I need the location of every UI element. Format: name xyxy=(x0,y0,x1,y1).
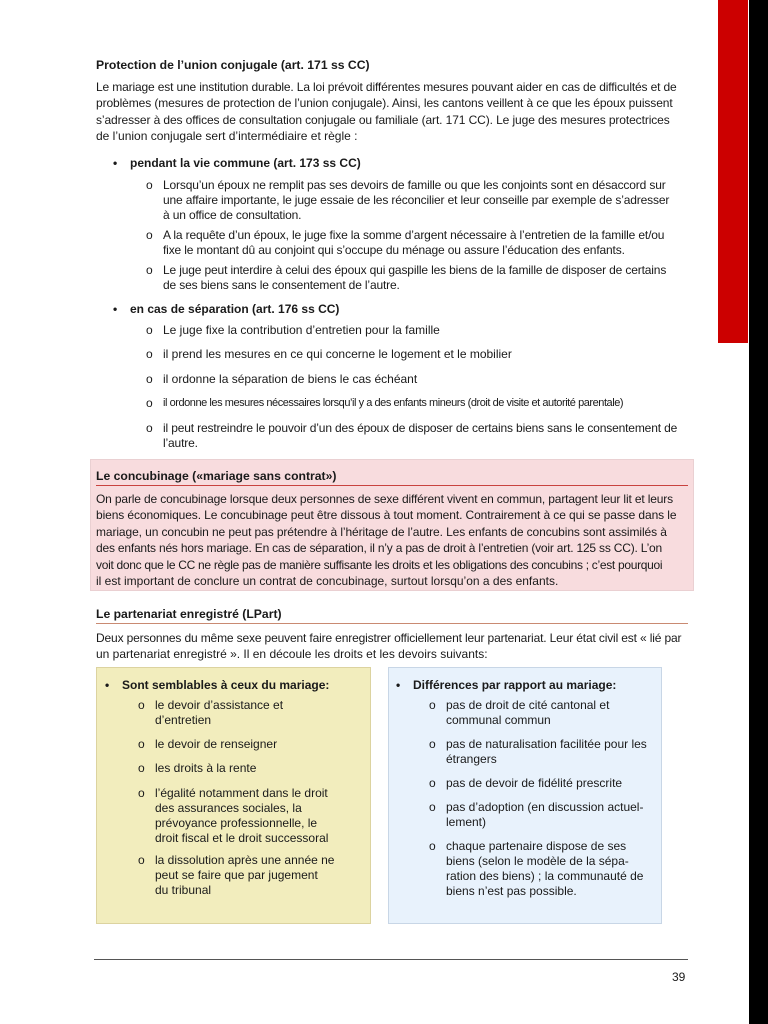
sub-bullet-icon: o xyxy=(146,396,153,410)
text-line: problèmes (mesures de protection de l’union conjugale). Ainsi, les cantons veillent à ce que les époux puissent xyxy=(96,96,673,111)
sub-bullet-icon: o xyxy=(429,800,436,814)
sub-bullet-icon: o xyxy=(146,347,153,361)
sub-bullet-icon: o xyxy=(146,421,153,435)
sub-bullet-icon: o xyxy=(138,853,145,867)
title-underline xyxy=(96,623,688,624)
protection-intro xyxy=(96,79,696,145)
sub-bullet-icon: o xyxy=(429,737,436,751)
text-line: s’adresser à des offices de consultation conjugale ou familiale (art. 171 CC). Le juge des mesures protectrices xyxy=(96,112,670,127)
sub-bullet-icon: o xyxy=(146,228,153,242)
sub-bullet-icon: o xyxy=(429,698,436,712)
document-page: Protection de l’union conjugale (art. 171 ss CC) Le mariage est une institution durable. La loi prévoit différentes mesures pouvant aider en cas de difficultés et de problèmes (mesures de protection de l’union conjugale). Ainsi, les cantons veillent à ce que les époux puissent s’adresser à des offices de consultation conjugale ou familiale (art. 171 CC). Le juge des mesures protectrices de l’union conjugale sert d’intermédiaire et règle : • pendant la vie commune (art. 173 ss CC) o Lorsqu’un époux ne remplit pas ses devoirs de famille ou que les conjoints sont en désaccord sur une affaire importante, le juge essaie de les réconcilier et leur conseille par exemple de s’adresser à un office de consultation. o A la requête d’un époux, le juge fixe la somme d’argent nécessaire à l’entretien de la famille et/ou fixe le montant dû au conjoint qui s’occupe du ménage ou assure l’éducation des enfants. o Le juge peut interdire à celui des époux qui gaspille les biens de la famille de disposer de certains de ses biens sans le consentement de l’autre. • en cas de séparation (art. 176 ss CC) o Le juge fixe la contribution d’entretien pour la famille o il prend les mesures en ce qui concerne le logement et le mobilier o il ordonne la séparation de biens le cas échéant o il ordonne les mesures nécessaires lorsqu’il y a des enfants mineurs (droit de visite et autorité parentale) o il peut restreindre le pouvoir d’un des époux de disposer de certains biens sans le consentement de l’autre. Le concubinage («mariage sans contrat») On parle de concubinage lorsque deux personnes de sexe différent vivent en commun, partagent leur lit et leurs biens économiques. Le concubinage peut être dissous à tout moment. Contrairement à ce qui se passe dans le mariage, un concubin ne peut pas prétendre à l’héritage de l’autre. Les enfants de concubins sont assimilés à des enfants nés hors mariage. En cas de séparation, il n’y a pas de droit à l’entretien (voir art. 125 ss CC). L’on voit donc que le CC ne règle pas de manière suffisante les droits et les obligations des concubins ; c’est pourquoi il est important de conclure un contrat de concubinage, surtout lorsqu’on a des enfants. Le partenariat enregistré (LPart) Deux personnes du même sexe peuvent faire enregistrer officiellement leur partenariat. Leur état civil est « lié par un partenariat enregistré ». Il en découle les droits et les devoirs suivants: • Sont semblables à ceux du mariage: o le devoir d’assistance et d’entretien o le devoir de renseigner o les droits à la rente o l’égalité notamment dans le droit des assurances sociales, la prévoyance professionnelle, le droit fiscal et le droit successoral o la dissolution après une année ne peut se faire que par jugement du tribunal • Différences par rapport au mariage: o pas de droit de cité cantonal et communal commun o pas de naturalisation facilitée pour les étrangers o pas de devoir de fidélité prescrite o pas d’adoption (en discussion actuel- lement) o chaque partenaire dispose de ses biens (selon le modèle de la sépa- ration des biens) ; la communauté de biens n’est pas possible. 39 xyxy=(0,0,749,1024)
sub-bullet-icon: o xyxy=(429,839,436,853)
bullet-icon: • xyxy=(396,678,401,692)
bullet-icon: • xyxy=(113,156,118,170)
sub-bullet-icon: o xyxy=(146,263,153,277)
sub-bullet-icon: o xyxy=(429,776,436,790)
section-title-protection: Protection de l’union conjugale (art. 171 ss CC) xyxy=(96,58,370,72)
title-underline xyxy=(96,485,688,486)
text-line: de l’union conjugale sert d’intermédiaire et règle : xyxy=(96,129,358,144)
concubinage-text: On parle de concubinage lorsque deux personnes de sexe différent vivent en commun, partagent leur lit et leurs biens économiques. Le concubinage peut être dissous à tout moment. Contrairement à ce qui se passe dans le mariage, un concubin ne peut pas prétendre à l’héritage de l’autre. Les enfants de concubins sont assimilés à des enfants nés hors mariage. En cas de séparation, il n’y a pas de droit à l’entretien (voir art. 125 ss CC). L’on voit donc que le CC ne règle pas de manière suffisante les droits et les obligations des concubins ; c’est pourquoi il est important de conclure un contrat de concubinage, surtout lorsqu’on a des enfants. xyxy=(96,492,677,589)
sub-bullet-icon: o xyxy=(138,761,145,775)
sub-bullet-icon: o xyxy=(146,372,153,386)
text-line: Le mariage est une institution durable. La loi prévoit différentes mesures pouvant aider en cas de difficultés et de xyxy=(96,80,677,94)
bullet-icon: • xyxy=(105,678,110,692)
sub-bullet-icon: o xyxy=(146,323,153,337)
page-number: 39 xyxy=(672,970,686,984)
sub-bullet-icon: o xyxy=(138,698,145,712)
section-title-concubinage: Le concubinage («mariage sans contrat») xyxy=(96,469,337,483)
chapter-tab-marker xyxy=(718,0,748,343)
bullet-icon: • xyxy=(113,302,118,316)
footer-divider xyxy=(94,959,688,960)
sub-bullet-icon: o xyxy=(146,178,153,192)
section-title-partenariat: Le partenariat enregistré (LPart) xyxy=(96,607,282,621)
partenariat-intro: Deux personnes du même sexe peuvent faire enregistrer officiellement leur partenariat. Leur état civil est « lié par un partenariat enregistré ». Il en découle les droits et les devoirs suivants: xyxy=(96,631,682,662)
sub-bullet-icon: o xyxy=(138,737,145,751)
sub-bullet-icon: o xyxy=(138,786,145,800)
